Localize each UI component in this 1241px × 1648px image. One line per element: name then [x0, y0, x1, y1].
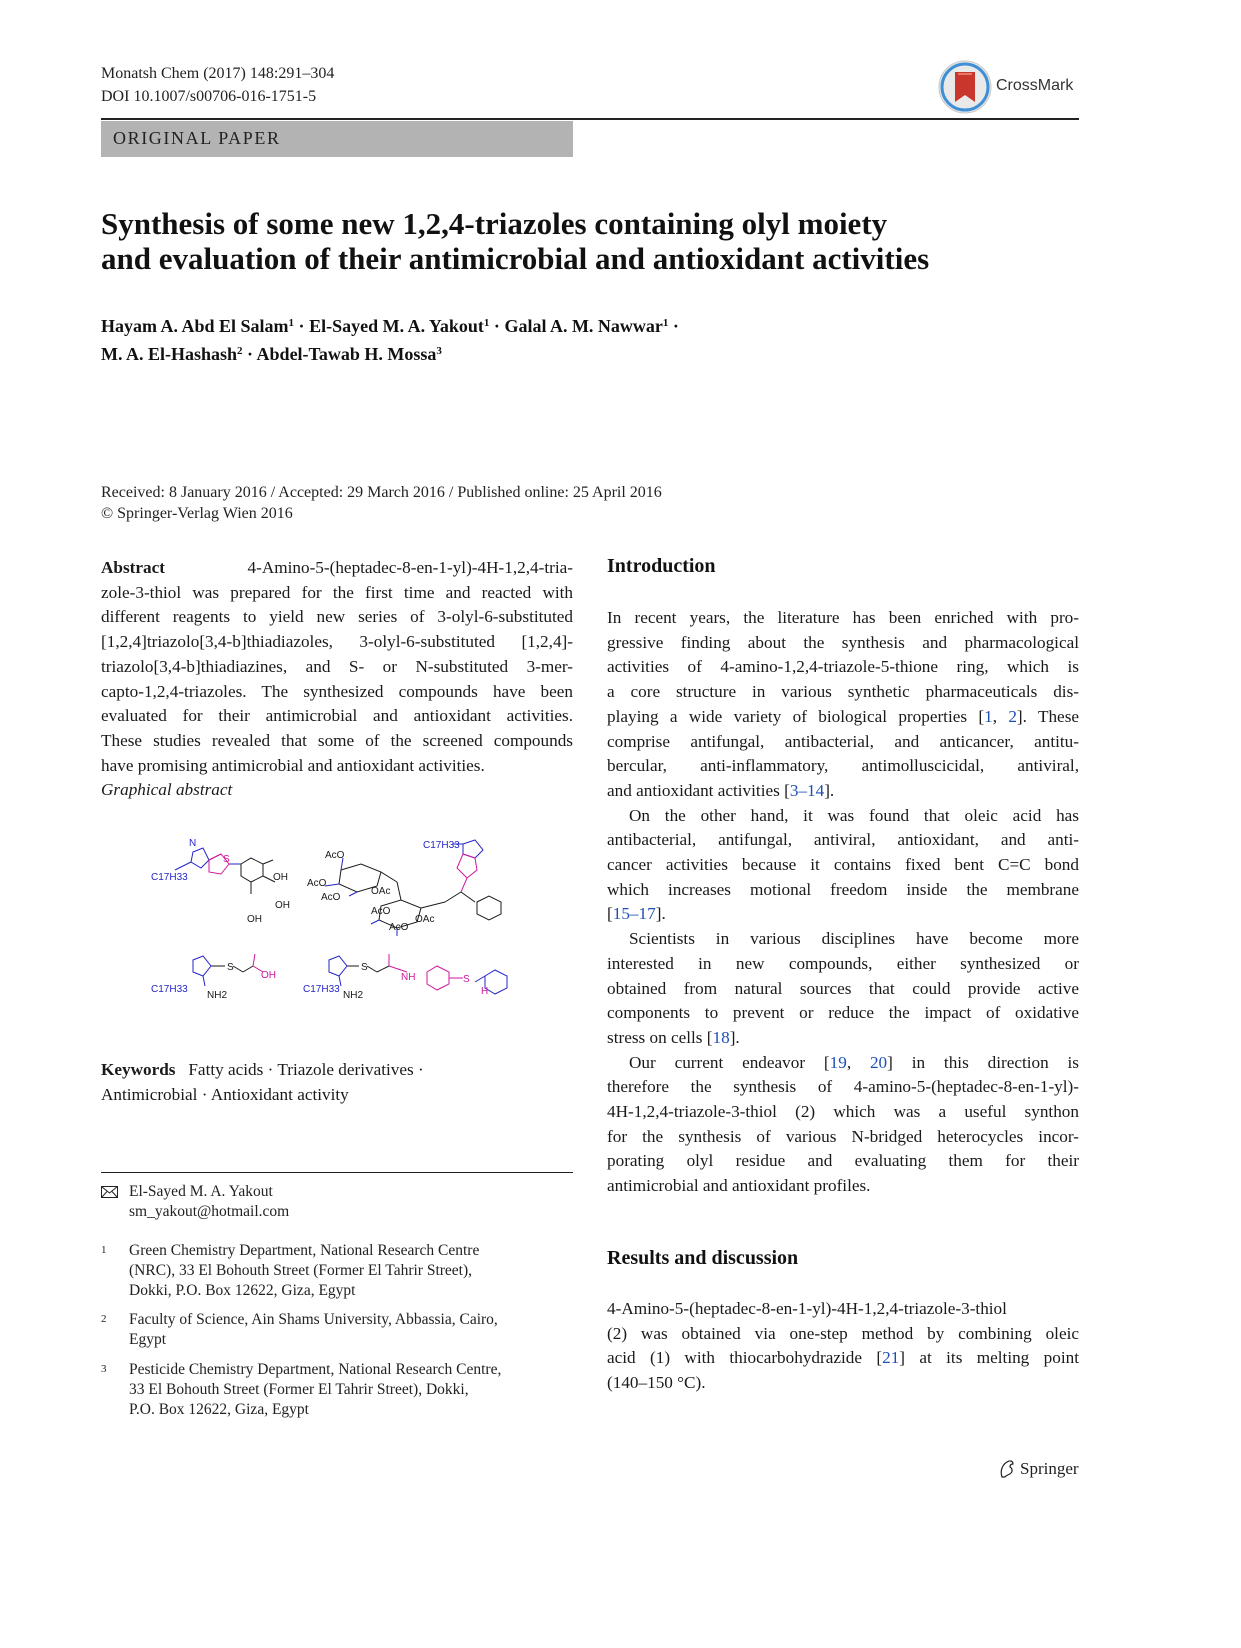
header-rule	[101, 118, 1079, 120]
abstract-label: Abstract	[101, 558, 165, 577]
article-title	[101, 206, 1081, 276]
citation-link[interactable]: 20	[869, 1052, 888, 1072]
affiliations	[0, 1240, 600, 1430]
doi[interactable]: DOI 10.1007/s00706-016-1751-5	[101, 88, 317, 105]
intro-line: Our current endeavor [19, 20] in this direction is	[629, 1052, 1079, 1072]
crossmark-label: CrossMark	[996, 77, 1074, 94]
affiliation-line: Faculty of Science, Ain Shams University, Abbassia, Cairo,	[129, 1311, 498, 1328]
label-oh: OH	[247, 914, 262, 925]
citation-link[interactable]: 19	[829, 1052, 847, 1072]
results-heading: Results and discussion	[607, 1247, 799, 1269]
intro-line: cancer activities because it contains fixed bent C=C bond	[607, 855, 1079, 875]
abstract-line: evaluated for their antimicrobial and antioxidant activities.	[101, 706, 573, 726]
citation-link[interactable]: 2	[1008, 706, 1017, 726]
abstract-line: different reagents to yield new series of 3-olyl-6-substituted	[101, 607, 573, 627]
label-s: S	[361, 962, 368, 973]
label-c17h33: C17H33	[423, 840, 460, 851]
intro-line: bercular, anti-inflammatory, antimolluscicidal, antiviral,	[607, 756, 1079, 776]
author-affiliation-mark: 1	[288, 317, 295, 329]
label-s: S	[223, 854, 230, 865]
intro-line: 4H-1,2,4-triazole-3-thiol (2) which was a useful synthon	[607, 1102, 1079, 1122]
paper-type: ORIGINAL PAPER	[113, 128, 281, 148]
intro-line: In recent years, the literature has been enriched with pro-	[607, 608, 1079, 627]
label-oh: OH	[275, 900, 290, 911]
envelope-icon	[101, 1186, 118, 1198]
label-n: N	[189, 838, 197, 849]
results-line: (2) was obtained via one-step method by combining oleic	[607, 1323, 1079, 1343]
label-oh: OH	[273, 872, 288, 883]
intro-line: On the other hand, it was found that oleic acid has	[629, 805, 1079, 825]
label-c17h33: C17H33	[151, 984, 188, 995]
affiliation-line: Dokki, P.O. Box 12622, Giza, Egypt	[129, 1282, 356, 1299]
citation-link[interactable]: 21	[882, 1348, 900, 1368]
label-aco: AcO	[307, 878, 327, 889]
keywords-line-2: Antimicrobial · Antioxidant activity	[101, 1084, 349, 1104]
label-c17h33: C17H33	[303, 984, 340, 995]
abstract-line: zole-3-thiol was prepared for the first time and reacted with	[101, 582, 573, 602]
abstract-line: capto-1,2,4-triazoles. The synthesized compounds have been	[101, 681, 573, 701]
intro-line: porating olyl residue and evaluating them for their	[607, 1151, 1079, 1171]
journal-citation: Monatsh Chem (2017) 148:291–304	[101, 65, 335, 82]
intro-line: antimicrobial and antioxidant profiles.	[607, 1176, 871, 1196]
authors-line-2	[101, 339, 1001, 367]
intro-line: playing a wide variety of biological properties [1, 2]. These	[607, 706, 1080, 726]
affiliation-number: 3	[101, 1363, 107, 1375]
affiliation-line: 33 El Bohouth Street (Former El Tahrir Street), Dokki,	[129, 1381, 469, 1398]
affiliation-line: Green Chemistry Department, National Research Centre	[129, 1242, 480, 1259]
label-nh2: NH2	[207, 990, 228, 1001]
intro-line: comprise antifungal, antibacterial, and anticancer, antitu-	[607, 731, 1079, 751]
label-s-sulfonyl: S	[463, 974, 470, 985]
label-nh2: NH2	[343, 990, 364, 1001]
label-oh: OH	[261, 970, 276, 981]
label-s: S	[227, 962, 234, 973]
introduction-body	[607, 606, 1079, 1199]
crossmark-icon	[938, 58, 998, 116]
author-affiliation-mark: 2	[237, 345, 243, 357]
keywords-line-1: Fatty acids · Triazole derivatives ·	[188, 1060, 424, 1079]
author-name[interactable]: M. A. El-Hashash	[101, 344, 238, 364]
author-name[interactable]: El-Sayed M. A. Yakout	[309, 316, 484, 336]
footnote-rule	[101, 1172, 573, 1173]
affiliation-line: P.O. Box 12622, Giza, Egypt	[129, 1401, 309, 1418]
graphical-abstract	[145, 830, 545, 1010]
intro-line: components to prevent or reduce the impact of oxidative	[607, 1003, 1079, 1023]
intro-line: a core structure in various synthetic pharmaceuticals dis-	[607, 682, 1079, 702]
chemical-structures	[145, 830, 545, 1010]
dates-line: Received: 8 January 2016 / Accepted: 29 March 2016 / Published online: 25 April 2016	[101, 484, 662, 501]
affiliation-2	[129, 1310, 569, 1350]
intro-line: interested in new compounds, either synthesized or	[607, 953, 1079, 973]
author-separator: ·	[493, 316, 505, 336]
affiliation-line: Pesticide Chemistry Department, National Research Centre,	[129, 1361, 502, 1378]
author-separator: ·	[247, 344, 257, 364]
label-aco: AcO	[325, 850, 345, 861]
keywords	[101, 1058, 573, 1107]
springer-horse-icon	[998, 1459, 1016, 1479]
results-line: acid (1) with thiocarbohydrazide [21] at its melting point	[607, 1348, 1079, 1368]
author-affiliation-mark: 3	[436, 345, 442, 357]
affiliation-3	[129, 1360, 569, 1420]
author-affiliation-mark: 1	[483, 317, 490, 329]
intro-line: obtained from natural sources that could provide active	[607, 978, 1079, 998]
label-aco: AcO	[371, 906, 391, 917]
label-aco: AcO	[389, 922, 409, 933]
structure-acetylated-sugar	[325, 858, 501, 936]
results-body	[607, 1297, 1079, 1396]
author-list	[101, 311, 1001, 367]
affiliation-line: (NRC), 33 El Bohouth Street (Former El Tahrir Street),	[129, 1262, 473, 1279]
graphical-abstract-label: Graphical abstract	[101, 780, 233, 800]
label-nh: NH	[401, 972, 416, 983]
label-oac: OAc	[371, 886, 391, 897]
citation-link[interactable]: 15–17	[612, 904, 656, 924]
affiliation-number: 2	[101, 1313, 107, 1325]
publication-history	[101, 482, 662, 524]
abstract-first-line: 4-Amino-5-(heptadec-8-en-1-yl)-4H-1,2,4-tria-	[247, 558, 573, 577]
authors-line-1	[101, 311, 1001, 339]
abstract-line: These studies revealed that some of the screened compounds	[101, 730, 573, 750]
citation-link[interactable]: 1	[984, 706, 993, 726]
intro-line: stress on cells [18].	[607, 1027, 740, 1047]
publisher-logo	[998, 1457, 1088, 1483]
label-oac: OAc	[415, 914, 435, 925]
abstract-line	[101, 556, 573, 581]
affiliation-number: 1	[101, 1244, 107, 1256]
author-separator: ·	[298, 316, 310, 336]
intro-line: which increases motional freedom inside the membrane	[607, 879, 1079, 899]
author-separator: ·	[672, 316, 679, 336]
author-name[interactable]: Galal A. M. Nawwar	[504, 316, 663, 336]
intro-line: therefore the synthesis of 4-amino-5-(heptadec-8-en-1-yl)-	[607, 1077, 1079, 1097]
title-line-2: and evaluation of their antimicrobial and antioxidant activities	[101, 241, 930, 276]
title-line-1: Synthesis of some new 1,2,4-triazoles containing olyl moiety	[101, 206, 888, 241]
intro-line: [15–17].	[607, 904, 666, 924]
copyright-line: © Springer-Verlag Wien 2016	[101, 505, 293, 522]
label-h: H	[481, 986, 489, 997]
intro-line: for the synthesis of various N-bridged heterocycles incor-	[607, 1126, 1079, 1146]
author-name[interactable]: Abdel-Tawab H. Mossa	[256, 344, 437, 364]
abstract-line: [1,2,4]triazolo[3,4-b]thiadiazoles, 3-olyl-6-substituted [1,2,4]-	[101, 632, 573, 652]
keywords-label: Keywords	[101, 1060, 176, 1079]
intro-line: antibacterial, antifungal, antiviral, antioxidant, and anti-	[607, 830, 1079, 850]
corresponding-author: El-Sayed M. A. Yakout	[129, 1183, 273, 1200]
abstract	[101, 556, 573, 803]
crossmark-badge[interactable]	[938, 58, 1088, 116]
introduction-heading: Introduction	[607, 555, 716, 577]
author-name[interactable]: Hayam A. Abd El Salam	[101, 316, 289, 336]
affiliation-line: Egypt	[129, 1331, 167, 1348]
intro-line: Scientists in various disciplines have become more	[629, 929, 1079, 949]
affiliation-1	[129, 1241, 569, 1301]
label-c17h33: C17H33	[151, 872, 188, 883]
publisher-name: Springer	[1020, 1459, 1079, 1478]
intro-line: gressive finding about the synthesis and pharmacological	[607, 632, 1079, 652]
citation-link[interactable]: 18	[712, 1027, 730, 1047]
author-affiliation-mark: 1	[662, 317, 669, 329]
results-line: 4-Amino-5-(heptadec-8-en-1-yl)-4H-1,2,4-triazole-3-thiol	[607, 1299, 1007, 1318]
corresponding-email[interactable]: sm_yakout@hotmail.com	[129, 1203, 290, 1220]
citation-link[interactable]: 3–14	[789, 780, 825, 800]
paper-type-banner	[101, 121, 573, 157]
results-line: (140–150 °C).	[607, 1373, 706, 1393]
abstract-line: have promising antimicrobial and antioxidant activities.	[101, 755, 485, 775]
intro-line: activities of 4-amino-1,2,4-triazole-5-thione ring, which is	[607, 657, 1079, 677]
intro-line: and antioxidant activities [3–14].	[607, 780, 835, 800]
label-aco: AcO	[321, 892, 341, 903]
abstract-line: triazolo[3,4-b]thiadiazines, and S- or N-substituted 3-mer-	[101, 656, 573, 676]
